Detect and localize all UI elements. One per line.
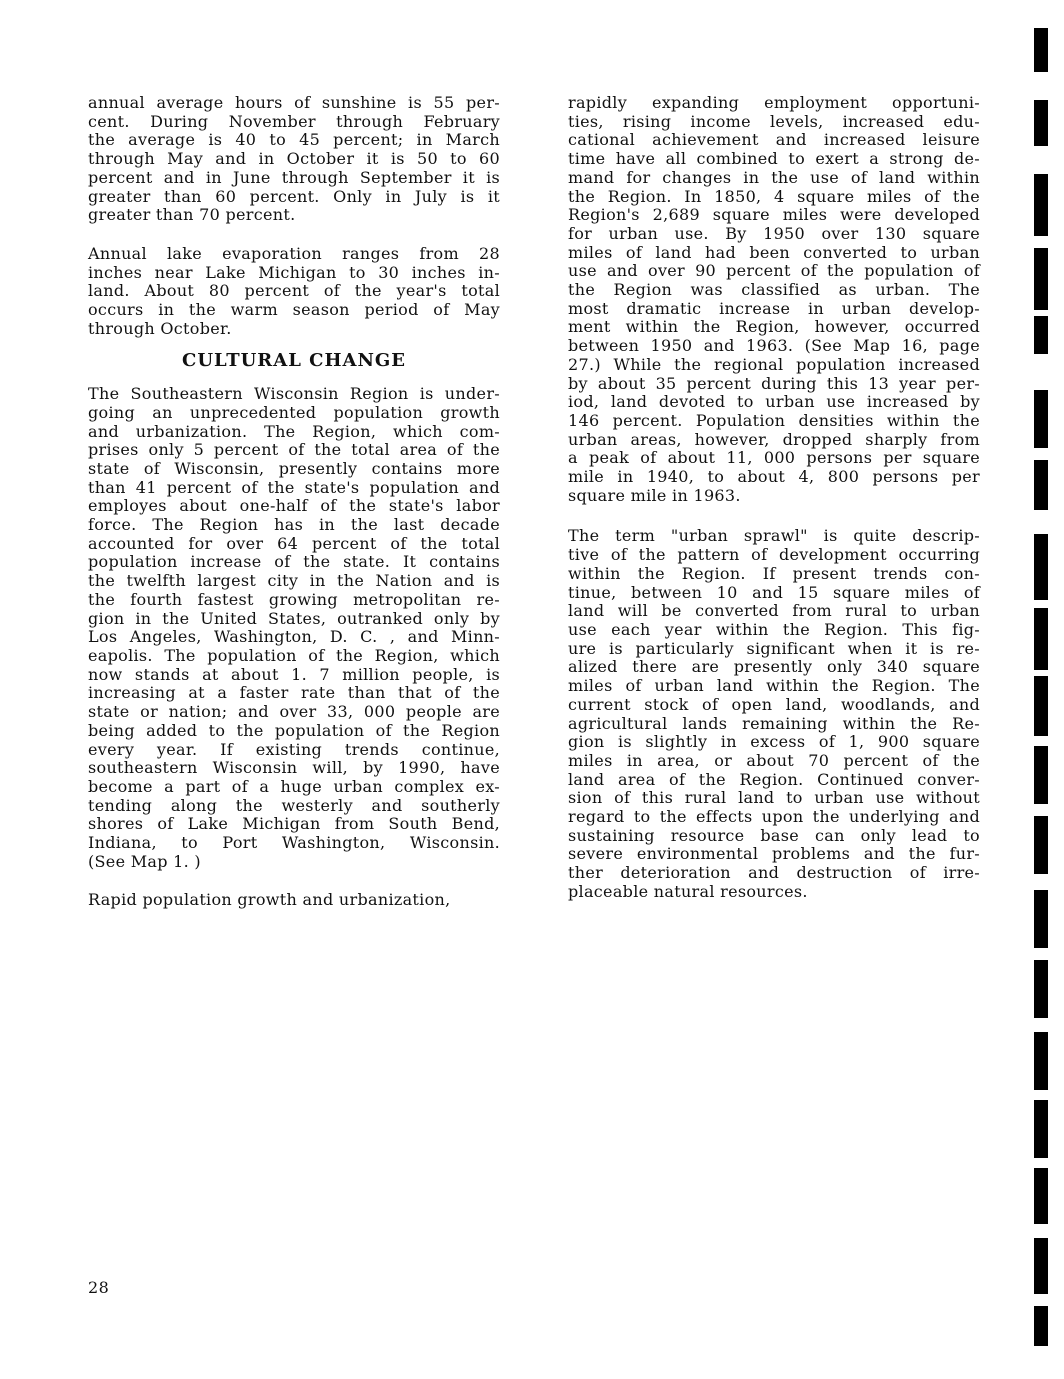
binding-mark xyxy=(1034,608,1048,670)
text-line: Los Angeles, Washington, D. C. , and Minn- xyxy=(88,627,500,647)
text-line: tinue, between 10 and 15 square miles of xyxy=(568,582,980,602)
text-line: and urbanization. The Region, which com- xyxy=(88,421,500,441)
text-line: for urban use. By 1950 over 130 square xyxy=(568,223,980,243)
paragraph-evaporation xyxy=(88,245,500,339)
text-line: mile in 1940, to about 4, 800 persons per xyxy=(568,467,980,487)
text-line: than 41 percent of the state's population and xyxy=(88,477,500,497)
text-line: Indiana, to Port Washington, Wisconsin. xyxy=(88,833,500,853)
binding-mark xyxy=(1034,28,1048,72)
text-line: through May and in October it is 50 to 60 xyxy=(88,149,500,169)
text-line: the twelfth largest city in the Nation and is xyxy=(88,571,500,591)
text-line: going an unprecedented population growth xyxy=(88,402,500,422)
text-line: sion of this rural land to urban use without xyxy=(568,788,980,808)
left-column xyxy=(88,94,500,910)
text-line: greater than 70 percent. xyxy=(88,205,296,225)
text-line: shores of Lake Michigan from South Bend, xyxy=(88,814,500,834)
text-line: (See Map 1. ) xyxy=(88,851,201,871)
text-line: prises only 5 percent of the total area of the xyxy=(88,440,500,460)
binding-mark xyxy=(1034,316,1048,354)
text-line: land will be converted from rural to urban xyxy=(568,601,980,621)
text-line: ties, rising income levels, increased edu- xyxy=(568,111,980,131)
paragraph-cultural-change xyxy=(88,385,500,871)
text-line: miles in area, or about 70 percent of the xyxy=(568,750,980,770)
text-line: mand for changes in the use of land within xyxy=(568,167,980,187)
text-line: by about 35 percent during this 13 year per- xyxy=(568,373,980,393)
text-line: 146 percent. Population densities within the xyxy=(568,410,980,430)
text-line: ment within the Region, however, occurred xyxy=(568,317,980,337)
text-line: iod, land devoted to urban use increased by xyxy=(568,392,980,412)
binding-mark xyxy=(1034,960,1048,1018)
binding-mark xyxy=(1034,816,1048,874)
text-line: rapidly expanding employment opportuni- xyxy=(568,93,980,112)
text-line: force. The Region has in the last decade xyxy=(88,515,500,535)
text-line: southeastern Wisconsin will, by 1990, have xyxy=(88,758,500,778)
text-line: the average is 40 to 45 percent; in March xyxy=(88,130,500,150)
text-line: The term "urban sprawl" is quite descrip- xyxy=(568,526,980,546)
text-line: through October. xyxy=(88,318,232,338)
text-line: become a part of a huge urban complex ex- xyxy=(88,776,500,796)
text-line: occurs in the warm season period of May xyxy=(88,300,500,320)
text-line: inches near Lake Michigan to 30 inches in- xyxy=(88,262,500,282)
text-line: population increase of the state. It contains xyxy=(88,552,500,572)
binding-mark xyxy=(1034,390,1048,448)
text-line: regard to the effects upon the underlying and xyxy=(568,807,980,827)
text-line: the Region. In 1850, 4 square miles of the xyxy=(568,186,980,206)
binding-mark xyxy=(1034,1306,1048,1346)
binding-mark xyxy=(1034,676,1048,736)
text-line: eapolis. The population of the Region, which xyxy=(88,645,500,665)
text-line: miles of urban land within the Region. The xyxy=(568,676,980,696)
text-line: placeable natural resources. xyxy=(568,881,808,901)
text-line: square mile in 1963. xyxy=(568,485,741,505)
text-line: 27.) While the regional population increased xyxy=(568,354,980,374)
binding-mark xyxy=(1034,890,1048,948)
text-line: current stock of open land, woodlands, and xyxy=(568,694,980,714)
text-line: Annual lake evaporation ranges from 28 xyxy=(88,243,500,263)
binding-mark xyxy=(1034,174,1048,236)
text-line: ure is particularly significant when it is re- xyxy=(568,638,980,658)
text-line: Rapid population growth and urbanization, xyxy=(88,890,451,910)
text-line: severe environmental problems and the fur- xyxy=(568,844,980,864)
text-line: greater than 60 percent. Only in July is it xyxy=(88,186,500,206)
text-line: most dramatic increase in urban develop- xyxy=(568,298,980,318)
paragraph-sunshine xyxy=(88,94,500,225)
text-line: miles of land had been converted to urban xyxy=(568,242,980,262)
binding-mark xyxy=(1034,248,1048,310)
binding-mark xyxy=(1034,1168,1048,1224)
right-column xyxy=(568,94,980,902)
binding-mark xyxy=(1034,1100,1048,1158)
binding-mark xyxy=(1034,534,1048,600)
text-line: tive of the pattern of development occurring xyxy=(568,545,980,565)
binding-mark xyxy=(1034,746,1048,804)
binding-mark xyxy=(1034,1238,1048,1294)
text-line: Region's 2,689 square miles were developed xyxy=(568,205,980,225)
text-line: time have all combined to exert a strong de- xyxy=(568,149,980,169)
text-line: state of Wisconsin, presently contains more xyxy=(88,458,500,478)
text-line: gion in the United States, outranked only by xyxy=(88,608,500,628)
text-line: sustaining resource base can only lead to xyxy=(568,825,980,845)
binding-mark xyxy=(1034,460,1048,510)
text-line: cent. During November through February xyxy=(88,111,500,131)
text-line: tending along the westerly and southerly xyxy=(88,795,500,815)
page-number: 28 xyxy=(88,1278,110,1297)
text-line: The Southeastern Wisconsin Region is under- xyxy=(88,384,500,404)
text-line: land area of the Region. Continued conver- xyxy=(568,769,980,789)
text-line: cational achievement and increased leisure xyxy=(568,130,980,150)
binding-mark xyxy=(1034,100,1048,146)
text-line: alized there are presently only 340 square xyxy=(568,657,980,677)
text-line: gion is slightly in excess of 1, 900 square xyxy=(568,732,980,752)
text-line: between 1950 and 1963. (See Map 16, page xyxy=(568,336,980,356)
text-line: every year. If existing trends continue, xyxy=(88,739,500,759)
text-line: use and over 90 percent of the population of xyxy=(568,261,980,281)
text-line: being added to the population of the Region xyxy=(88,720,500,740)
paragraph-rapid-growth xyxy=(88,891,500,910)
text-line: state or nation; and over 33, 000 people are xyxy=(88,702,500,722)
text-line: now stands at about 1. 7 million people, is xyxy=(88,664,500,684)
paragraph-urban-development xyxy=(568,94,980,505)
text-line: annual average hours of sunshine is 55 per- xyxy=(88,93,500,112)
binding-mark xyxy=(1034,1032,1048,1090)
text-line: land. About 80 percent of the year's total xyxy=(88,281,500,301)
section-heading: CULTURAL CHANGE xyxy=(182,350,406,372)
text-line: a peak of about 11, 000 persons per square xyxy=(568,448,980,468)
text-line: the fourth fastest growing metropolitan re- xyxy=(88,589,500,609)
text-line: the Region was classified as urban. The xyxy=(568,280,980,300)
text-line: ther deterioration and destruction of irre- xyxy=(568,863,980,883)
text-line: percent and in June through September it is xyxy=(88,167,500,187)
paragraph-urban-sprawl xyxy=(568,527,980,901)
text-line: urban areas, however, dropped sharply from xyxy=(568,429,980,449)
text-line: accounted for over 64 percent of the total xyxy=(88,533,500,553)
text-line: increasing at a faster rate than that of the xyxy=(88,683,500,703)
text-line: use each year within the Region. This fig- xyxy=(568,619,980,639)
text-line: within the Region. If present trends con- xyxy=(568,563,980,583)
text-line: employes about one-half of the state's labor xyxy=(88,496,500,516)
text-line: agricultural lands remaining within the Re- xyxy=(568,713,980,733)
